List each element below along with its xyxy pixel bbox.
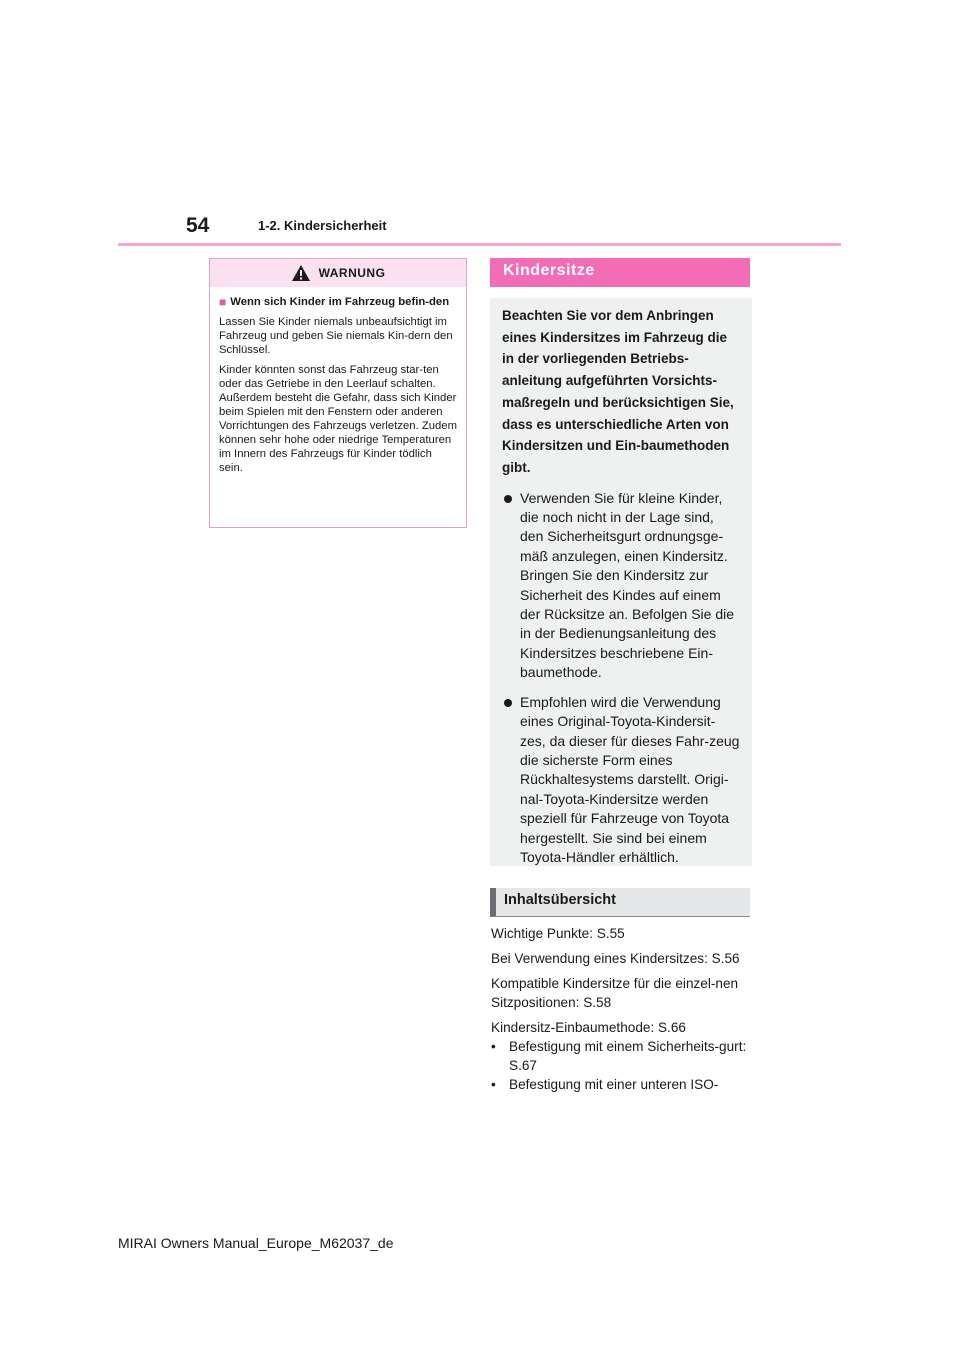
warning-heading bbox=[219, 295, 458, 309]
footer-text: MIRAI Owners Manual_Europe_M62037_de bbox=[118, 1235, 394, 1251]
toc-subitem bbox=[491, 1075, 753, 1094]
kindersitze-info-box bbox=[490, 298, 752, 866]
toc-item: Bei Verwendung eines Kindersitzes: S.56 bbox=[491, 951, 740, 966]
bullet-text: Empfohlen wird die Verwendung eines Original-Toyota-Kindersit-zes, da dieser für dieses Fahr-zeug die sicherste Form eines Rückhaltesystems darstellt. Origi-nal-Toyota-Kindersitze werden speziell für Fahrzeuge von Toyota hergestellt. Sie sind bei einem Toyota-Händler erhältlich. bbox=[520, 693, 740, 865]
toc-item: Kindersitz-Einbaumethode: S.66 bbox=[491, 1020, 686, 1035]
bullet-mark: • bbox=[491, 1039, 496, 1054]
kindersitze-intro: Beachten Sie vor dem Anbringen eines Kindersitzes im Fahrzeug die in der vorliegenden Betriebs-anleitung aufgeführten Vorsichts-maßregeln und berücksichtigen Sie, dass es unterschiedliche Arten von Kindersitzen und Ein-baumethoden gibt. bbox=[502, 308, 734, 475]
toc-subitem-text: Befestigung mit einem Sicherheits-gurt: S.67 bbox=[509, 1039, 747, 1073]
toc-list bbox=[491, 924, 753, 1094]
bullet-dot-icon bbox=[504, 495, 512, 503]
warning-heading-text: Wenn sich Kinder im Fahrzeug befin-den bbox=[230, 296, 450, 308]
warning-triangle-icon bbox=[291, 264, 311, 282]
warning-box bbox=[209, 258, 467, 528]
warning-header bbox=[210, 259, 466, 287]
header-rule bbox=[118, 243, 841, 246]
warning-paragraph: Lassen Sie Kinder niemals unbeaufsichtigt im Fahrzeug und geben Sie niemals Kin-dern den Schlüssel. bbox=[219, 316, 453, 356]
warning-title: WARNUNG bbox=[318, 266, 386, 280]
bullet-text: Verwenden Sie für kleine Kinder, die noch nicht in der Lage sind, den Sicherheitsgurt ordnungsge-mäß anzulegen, einen Kindersitz. Bringen Sie den Kindersitz zur Sicherheit des Kindes auf einem der Rücksitze an. Befolgen Sie die in der Bedienungsanleitung des Kindersitzes beschriebene Ein-baumethode. bbox=[520, 489, 735, 681]
toc-item: Kompatible Kindersitze für die einzel-nen Sitzpositionen: S.58 bbox=[491, 976, 739, 1010]
section-title: 1-2. Kindersicherheit bbox=[258, 218, 387, 233]
page-number: 54 bbox=[186, 214, 210, 237]
warning-paragraph: Kinder könnten sonst das Fahrzeug star-ten oder das Getriebe in den Leerlauf schalten. Außerdem besteht die Gefahr, dass sich Kinder beim Spielen mit den Fenstern oder anderen Vorrichtungen des Fahrzeugs verletzen. Zudem können sehr hohe oder niedrige Temperaturen im Innern des Fahrzeugs für Kinder tödlich sein. bbox=[219, 364, 457, 474]
list-item bbox=[502, 693, 740, 868]
list-item bbox=[502, 489, 740, 683]
kindersitze-banner: Kindersitze bbox=[490, 258, 750, 287]
toc-header: Inhaltsübersicht bbox=[490, 888, 750, 917]
toc-subitem-text: Befestigung mit einer unteren ISO- bbox=[509, 1077, 719, 1092]
toc-item: Wichtige Punkte: S.55 bbox=[491, 926, 625, 941]
toc-subitem bbox=[491, 1037, 753, 1075]
square-bullet-icon: ■ bbox=[219, 295, 227, 309]
warning-body bbox=[219, 295, 458, 481]
bullet-mark: • bbox=[491, 1077, 496, 1092]
bullet-dot-icon bbox=[504, 699, 512, 707]
